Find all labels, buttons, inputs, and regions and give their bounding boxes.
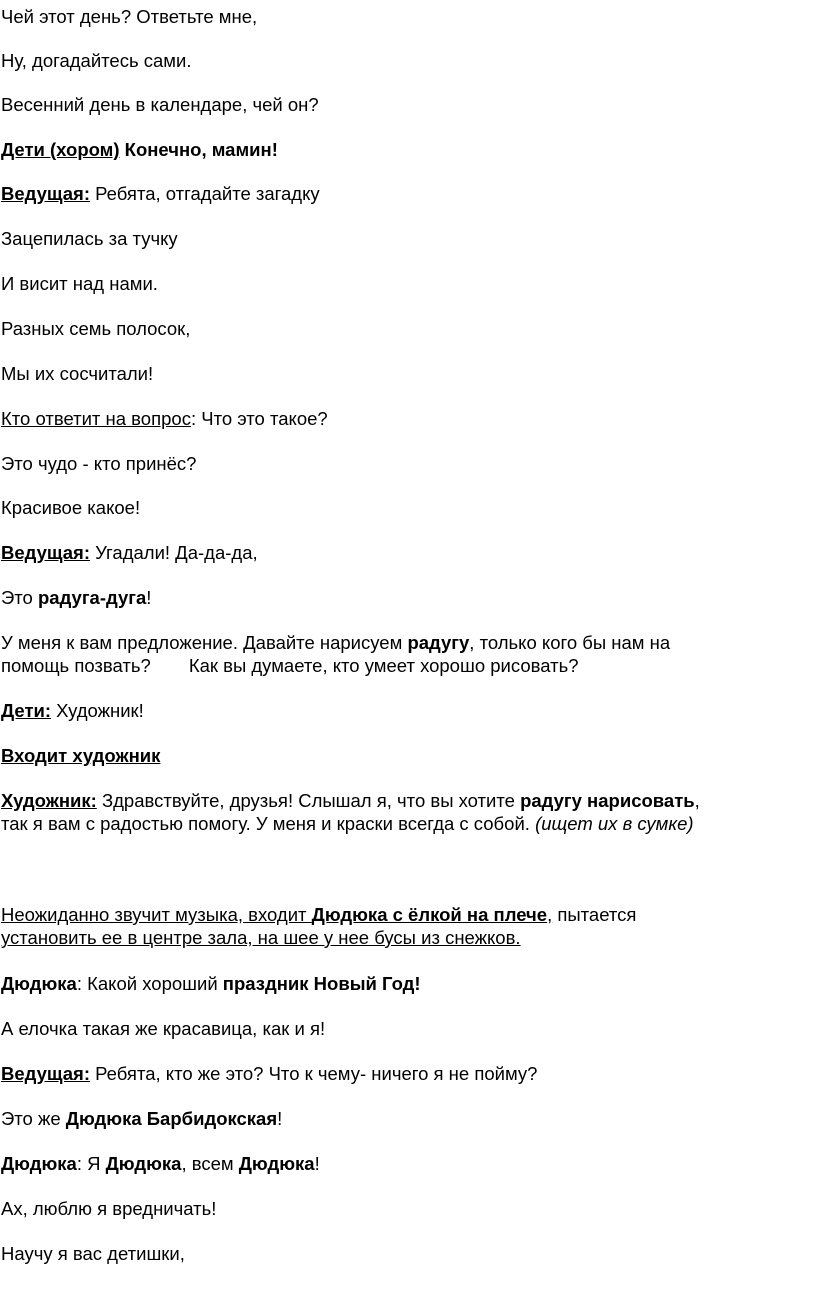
text-line: Это же Дюдюка Барбидокская!	[1, 1108, 283, 1129]
text-line: А елочка такая же красавица, как и я!	[1, 1018, 326, 1039]
text-line: Кто ответит на вопрос: Что это такое?	[1, 408, 328, 429]
speaker-name: Ведущая:	[1, 1063, 90, 1084]
speaker-name: Ведущая:	[1, 183, 90, 204]
text-line: У меня к вам предложение. Давайте нарисуем радугу, только кого бы нам на	[1, 632, 671, 653]
text-line: Красивое какое!	[1, 497, 141, 518]
stage-remark: (ищет их в сумке)	[535, 813, 694, 834]
text-line: Это радуга-дуга!	[1, 587, 152, 608]
speaker-line: Художник: Здравствуйте, друзья! Слышал я, что вы хотите радугу нарисовать,	[1, 790, 700, 811]
speaker-line: Дети: Художник!	[1, 700, 144, 721]
text-line: Мы их сосчитали!	[1, 363, 154, 384]
text-line: Ну, догадайтесь сами.	[1, 50, 192, 71]
speaker-name: Дюдюка	[1, 1153, 77, 1174]
speaker-name: Художник:	[1, 790, 97, 811]
speaker-line: Ведущая: Ребята, кто же это? Что к чему- ничего я не пойму?	[1, 1063, 538, 1084]
speaker-name: Дюдюка	[1, 973, 77, 994]
text-line: так я вам с радостью помогу. У меня и краски всегда с собой. (ищет их в сумке)	[1, 813, 694, 834]
speaker-name: Дети (хором)	[1, 139, 120, 160]
text-line: Зацепилась за тучку	[1, 228, 178, 249]
speaker-name: Ведущая:	[1, 542, 90, 563]
text-line: Чей этот день? Ответьте мне,	[1, 6, 258, 27]
text-line: Научу я вас детишки,	[1, 1243, 185, 1264]
stage-direction: Входит художник	[1, 745, 161, 766]
text-line: помощь позвать? Как вы думаете, кто умеет хорошо рисовать?	[1, 655, 579, 676]
speaker-line: Дюдюка: Я Дюдюка, всем Дюдюка!	[1, 1153, 320, 1174]
speaker-line: Дюдюка: Какой хороший праздник Новый Год!	[1, 973, 421, 994]
speaker-line: Ведущая: Ребята, отгадайте загадку	[1, 183, 320, 204]
text-line: И висит над нами.	[1, 273, 158, 294]
speaker-line: Дети (хором) Конечно, мамин!	[1, 139, 278, 160]
text-line: Это чудо - кто принёс?	[1, 453, 197, 474]
text-line: Ах, люблю я вредничать!	[1, 1198, 217, 1219]
stage-direction: установить ее в центре зала, на шее у нее бусы из снежков.	[1, 927, 521, 948]
text-line: Разных семь полосок,	[1, 318, 191, 339]
text-line: Весенний день в календаре, чей он?	[1, 94, 319, 115]
speaker-name: Дети:	[1, 700, 52, 721]
stage-direction: Неожиданно звучит музыка, входит Дюдюка с ёлкой на плече, пытается	[1, 904, 637, 925]
speaker-line: Ведущая: Угадали! Да-да-да,	[1, 542, 258, 563]
